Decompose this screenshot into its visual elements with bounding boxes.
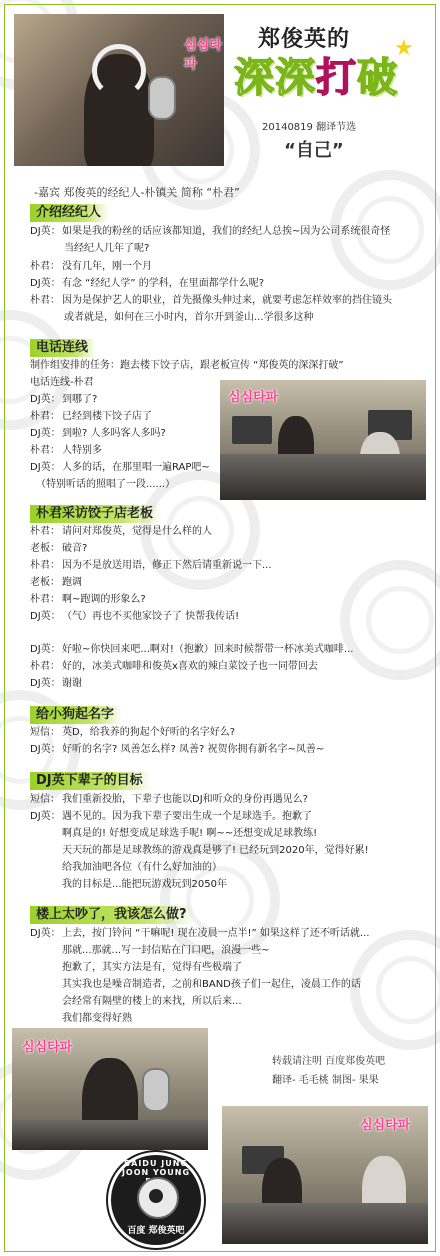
line-text: 已经到楼下饺子店了 — [62, 411, 152, 422]
studio-monitor — [232, 416, 272, 444]
speaker: 朴君： — [30, 295, 60, 306]
show-name-part1: 深深 — [234, 55, 316, 101]
speaker: DJ英： — [30, 394, 61, 405]
dialogue-line — [30, 677, 82, 691]
show-logo: 심심타파 — [184, 38, 222, 72]
speaker: DJ英： — [30, 226, 61, 237]
speaker: 短信： — [30, 727, 60, 738]
line-text: 制作组安排的任务：跑去楼下饺子店，跟老板宣传 “郑俊英的深深打破” — [30, 360, 344, 371]
dialogue-line — [30, 427, 166, 441]
dialogue-line — [30, 726, 235, 740]
line-text: 我的目标是...能把玩游戏玩到2050年 — [62, 879, 227, 890]
dialogue-line — [30, 542, 87, 556]
credits-line: 翻译- 毛毛桃 制图- 果果 — [272, 1075, 379, 1086]
line-text: 跑调 — [62, 577, 82, 588]
episode-title: “自己” — [284, 140, 344, 161]
line-text: 天天玩的都是足球教练的游戏真是够了! 已经玩到2020年，觉得好累! — [62, 845, 369, 856]
line-text: 如果是我的粉丝的话应该都知道，我们的经纪人总挨~因为公司系统很奇怪 — [62, 226, 391, 237]
speaker: 朴君： — [30, 411, 60, 422]
speaker: 朴君： — [30, 661, 60, 672]
dialogue-line — [64, 311, 314, 325]
dialogue-line — [30, 461, 210, 475]
dialogue-line — [30, 743, 324, 757]
studio-desk — [222, 1203, 428, 1244]
line-text: 其实我也是噪音制造者，之前和BAND孩子们一起住，凌晨工作的话 — [62, 979, 361, 990]
show-logo: 심심타파 — [22, 1040, 73, 1055]
dialogue-line — [30, 643, 353, 657]
show-name-part3: 破 — [357, 55, 398, 101]
line-text: 好听的名字? 凤善怎么样? 凤善? 祝贺你拥有新名字~凤善~ — [62, 744, 325, 755]
guest-line: -嘉宾 郑俊英的经纪人-朴镇关 简称 “朴君” — [34, 186, 240, 199]
dialogue-line — [30, 793, 308, 807]
studio-photo — [220, 380, 426, 500]
dialogue-line — [30, 593, 146, 607]
microphone-icon — [142, 1068, 170, 1112]
line-text: 因为是保护艺人的职业，首先摄像头伸过来，就要考虑怎样效率的挡住镜头 — [62, 295, 392, 306]
line-text: 或者就是，如何在三小时内，首尔开到釜山...学很多这种 — [64, 312, 314, 323]
section-title: 朴君采访饺子店老板 — [30, 505, 161, 523]
dialogue-line — [62, 844, 369, 858]
speaker: 朴君： — [30, 261, 60, 272]
speaker: 朴君： — [30, 560, 60, 571]
line-text: 有念 “经纪人学” 的学科，在里面都学什么呢? — [62, 278, 265, 289]
studio-desk — [12, 1120, 208, 1151]
dialogue-line — [62, 878, 227, 892]
dialogue-line — [30, 525, 212, 539]
line-text: 好的，冰美式咖啡和俊英x喜欢的辣白菜饺子也一同带回去 — [62, 661, 318, 672]
line-text: 因为不是放送用语，修正下然后请重新说一下... — [62, 560, 272, 571]
microphone-icon — [148, 76, 176, 120]
line-text: 人特别多 — [62, 445, 102, 456]
show-name-line1: 郑俊英的 — [258, 27, 351, 52]
line-text: 遇不见的。因为我下辈子要出生成一个足球选手。抱歉了 — [62, 811, 312, 822]
speaker: DJ英： — [30, 278, 61, 289]
header-photo — [14, 14, 224, 166]
line-text: 啊真是的! 好想变成足球选手呢! 啊~~还想变成足球教练! — [62, 828, 318, 839]
badge-bottom-text: 百度 郑俊英吧 — [127, 1226, 185, 1236]
speaker: 朴君： — [30, 594, 60, 605]
dialogue-line — [36, 478, 175, 492]
line-text: 请问对郑俊英，觉得是什么样的人 — [62, 526, 212, 537]
line-text: 那就...那就...写一封信贴在门口吧，浪漫一些~ — [62, 945, 270, 956]
show-logo: 심심타파 — [228, 390, 279, 405]
line-text: 我们都变得好熟 — [62, 1013, 132, 1024]
speaker: DJ英： — [30, 678, 61, 689]
speaker: DJ英： — [30, 644, 61, 655]
dialogue-line — [30, 294, 392, 308]
dialogue-line — [62, 978, 361, 992]
dialogue-line — [30, 559, 272, 573]
line-text: （特别听话的照唱了一段......） — [36, 479, 176, 490]
dialogue-line — [62, 961, 242, 975]
speaker: 朴君： — [30, 445, 60, 456]
studio-desk — [220, 454, 426, 500]
speaker: 朴君： — [30, 526, 60, 537]
line-text: 到啦? 人多吗客人多吗? — [62, 428, 166, 439]
line-text: 啊~跑调的形象么? — [62, 594, 146, 605]
section-title: DJ英下辈子的目标 — [30, 772, 151, 790]
line-text: 人多的话，在那里唱一遍RAP吧~ — [62, 462, 210, 473]
speaker: 老板： — [30, 577, 60, 588]
line-text: 没有几年，刚一个月 — [62, 261, 152, 272]
line-text: 给我加油吧各位（有什么好加油的） — [62, 862, 222, 873]
line-text: 我们重新投胎，下辈子也能以DJ和听众的身份再遇见么? — [62, 794, 308, 805]
studio-photo — [222, 1106, 428, 1244]
section-title: 介绍经纪人 — [30, 204, 109, 222]
speaker: DJ英： — [30, 611, 61, 622]
dialogue-line — [30, 660, 318, 674]
dialogue-line — [30, 260, 152, 274]
speaker: 老板： — [30, 543, 60, 554]
dialogue-line — [30, 927, 369, 941]
headphones-icon — [92, 44, 146, 98]
dialogue-line — [62, 827, 317, 841]
dialogue-line — [30, 610, 239, 624]
dialogue-line — [30, 444, 102, 458]
speaker: DJ英： — [30, 428, 61, 439]
speaker: DJ英： — [30, 811, 61, 822]
studio-photo — [12, 1028, 208, 1150]
section-title: 给小狗起名字 — [30, 706, 122, 724]
credits-line: 转载请注明 百度郑俊英吧 — [272, 1056, 386, 1067]
dialogue-line — [62, 995, 242, 1009]
line-text: 当经纪人几年了呢? — [64, 243, 150, 254]
badge-emblem-icon — [137, 1177, 179, 1219]
dialogue-line — [64, 242, 149, 256]
dialogue-line — [62, 944, 269, 958]
dialogue-line — [30, 376, 94, 390]
line-text: 破音? — [62, 543, 88, 554]
dialogue-line — [30, 410, 152, 424]
speaker: DJ英： — [30, 462, 61, 473]
line-text: 抱歉了，其实方法是有，觉得有些极端了 — [62, 962, 242, 973]
line-text: 电话连线-朴君 — [30, 377, 94, 388]
show-name — [234, 46, 398, 103]
line-text: 好啦~你快回来吧...啊对!（抱歉）回来时候帮带一杯冰美式咖啡... — [62, 644, 354, 655]
dialogue-line — [30, 393, 97, 407]
line-text: 会经常有隔壁的楼上的来找，所以后来... — [62, 996, 242, 1007]
dialogue-line — [30, 359, 344, 373]
line-text: （气）再也不买他家饺子了 快帮我传话! — [62, 611, 240, 622]
dialogue-line — [30, 225, 390, 239]
speaker: DJ英： — [30, 744, 61, 755]
fanclub-badge — [108, 1152, 204, 1248]
dialogue-line — [30, 277, 264, 291]
line-text: 上去，按门铃问 “干嘛呢! 现在凌晨一点半!” 如果这样了还不听话就... — [62, 928, 370, 939]
speaker: DJ英： — [30, 928, 61, 939]
speaker: 短信： — [30, 794, 60, 805]
dialogue-line — [30, 576, 82, 590]
line-text: 谢谢 — [62, 678, 82, 689]
show-name-part2: 打 — [316, 55, 357, 101]
dialogue-line — [62, 861, 222, 875]
star-icon: ★ — [394, 36, 414, 61]
section-title: 楼上太吵了，我该怎么做? — [30, 906, 195, 924]
section-title: 电话连线 — [30, 339, 96, 357]
date-note: 20140819 翻译节选 — [262, 122, 357, 133]
badge-ring-text: BAIDU JUNG JOON YOUNG — [121, 1159, 191, 1177]
show-logo: 심심타파 — [360, 1118, 411, 1133]
line-text: 英D，给我养的狗起个好听的名字好么? — [62, 727, 236, 738]
line-text: 到哪了? — [62, 394, 98, 405]
dialogue-line — [62, 1012, 132, 1026]
dialogue-line — [30, 810, 312, 824]
